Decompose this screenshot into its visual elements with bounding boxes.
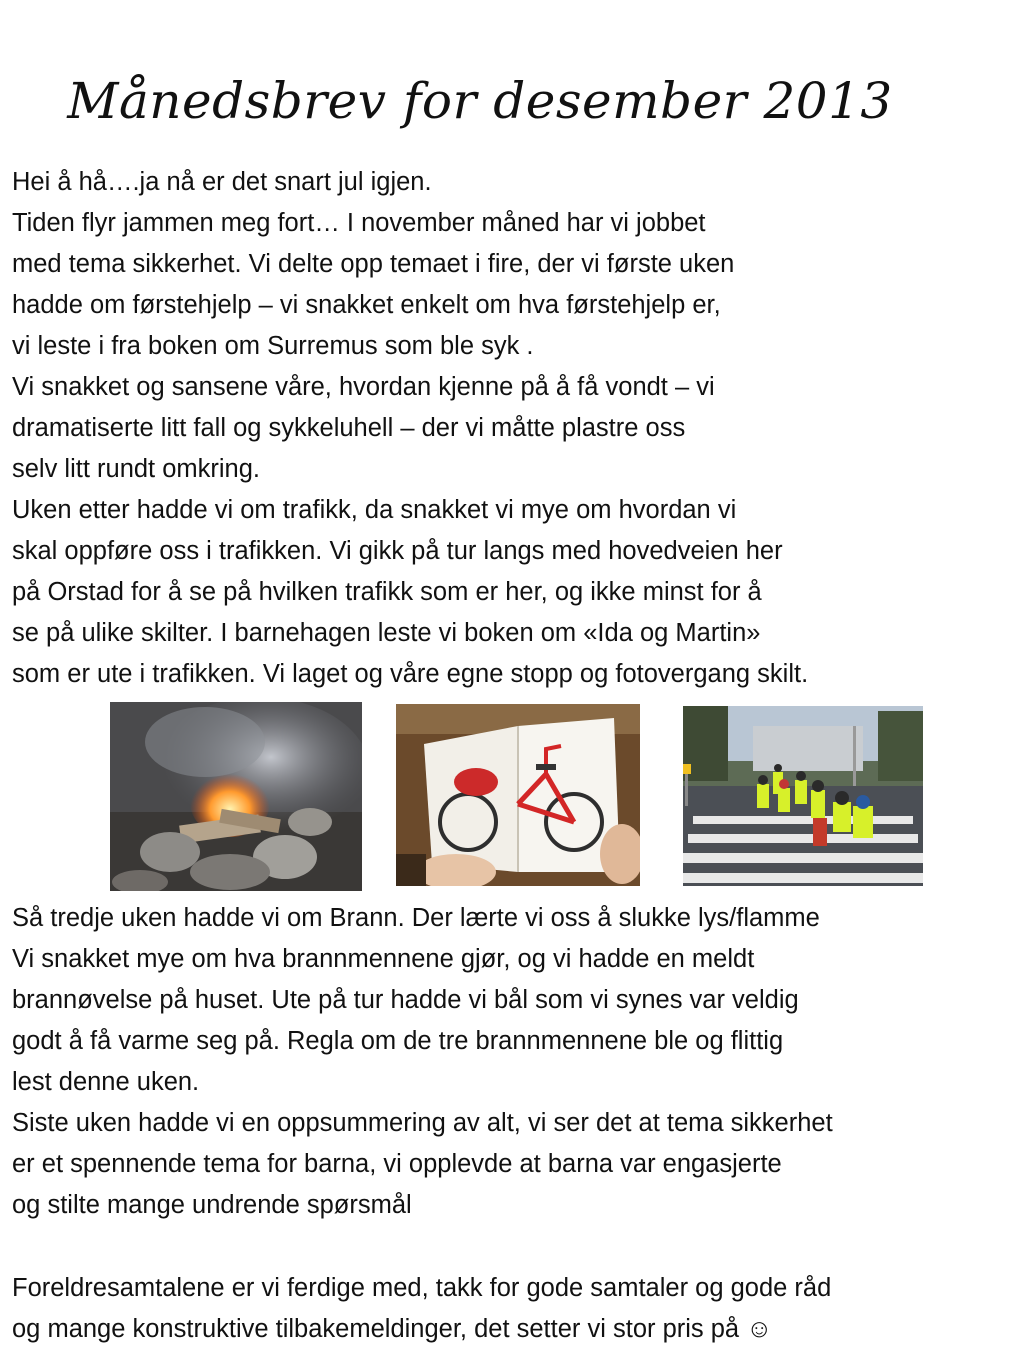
text-line: med tema sikkerhet. Vi delte opp temaet i fire, der vi første uken [12,250,735,278]
campfire-photo [110,702,362,891]
crosswalk-photo [683,706,923,886]
text-line: Hei å hå….ja nå er det snart jul igjen. [12,168,432,196]
text-line: vi leste i fra boken om Surremus som ble syk . [12,332,534,360]
text-line: Tiden flyr jammen meg fort… I november måned har vi jobbet [12,209,706,237]
text-line: dramatiserte litt fall og sykkeluhell – der vi måtte plastre oss [12,414,686,442]
text-line: Siste uken hadde vi en oppsummering av alt, vi ser det at tema sikkerhet [12,1109,833,1137]
letter-title: Månedsbrev for desember 2013 [67,72,893,130]
text-line: på Orstad for å se på hvilken trafikk som er her, og ikke minst for å [12,578,762,606]
text-line: Foreldresamtalene er vi ferdige med, takk for gode samtaler og gode råd [12,1274,832,1302]
bicycle-book-photo [396,704,640,886]
text-line: skal oppføre oss i trafikken. Vi gikk på tur langs med hovedveien her [12,537,783,565]
text-line: hadde om førstehjelp – vi snakket enkelt om hva førstehjelp er, [12,291,721,319]
paragraph-november-themes [12,162,1020,695]
text-line: og mange konstruktive tilbakemeldinger, det setter vi stor pris på ☺ [12,1315,773,1343]
text-line: og stilte mange undrende spørsmål [12,1191,412,1219]
text-line: brannøvelse på huset. Ute på tur hadde vi bål som vi synes var veldig [12,986,799,1014]
text-line: se på ulike skilter. I barnehagen leste vi boken om «Ida og Martin» [12,619,761,647]
text-line: som er ute i trafikken. Vi laget og våre egne stopp og fotovergang skilt. [12,660,809,688]
paragraph-fire-and-summary [12,898,1020,1226]
text-line: selv litt rundt omkring. [12,455,261,483]
text-line: er et spennende tema for barna, vi opplevde at barna var engasjerte [12,1150,782,1178]
paragraph-parent-meetings [12,1268,1020,1350]
text-line: Uken etter hadde vi om trafikk, da snakket vi mye om hvordan vi [12,496,737,524]
text-line: godt å få varme seg på. Regla om de tre brannmennene ble og flittig [12,1027,784,1055]
text-line: Så tredje uken hadde vi om Brann. Der lærte vi oss å slukke lys/flamme [12,904,820,932]
text-line: lest denne uken. [12,1068,200,1096]
text-line: Vi snakket og sansene våre, hvordan kjenne på å få vondt – vi [12,373,715,401]
text-line: Vi snakket mye om hva brannmennene gjør, og vi hadde en meldt [12,945,755,973]
